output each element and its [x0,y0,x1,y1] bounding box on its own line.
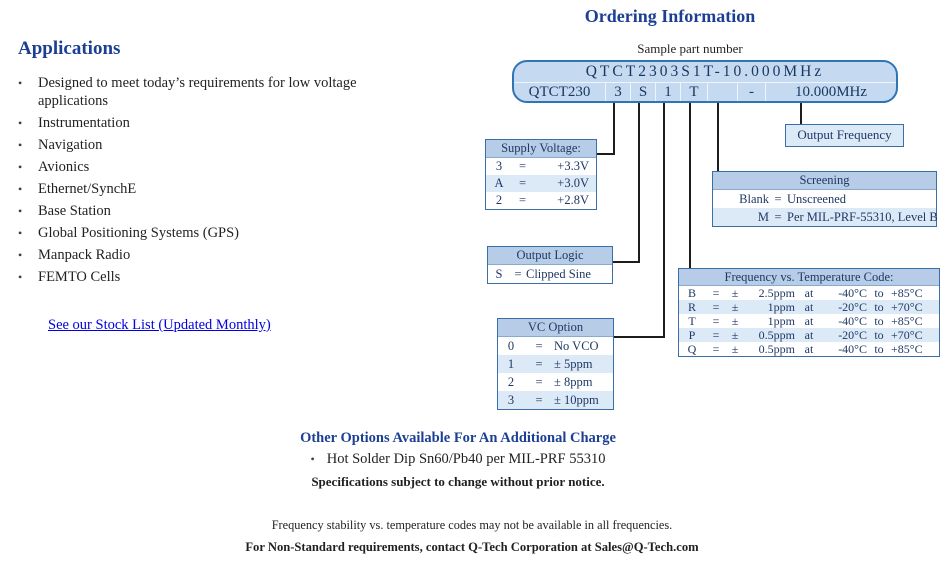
ppm-value: 0.5ppm [758,327,795,342]
equals-sign: = [712,299,720,314]
option-row [679,342,939,356]
option-row [488,265,612,283]
option-value: +3.3V [557,159,589,173]
connector-line [596,153,615,155]
ppm-value: 2.5ppm [758,285,795,300]
option-value: No VCO [554,338,599,353]
option-row [713,208,936,226]
specifications-note: Specifications subject to change without prior notice. [311,474,605,489]
list-item [18,246,418,264]
list-item-text: Base Station [38,203,111,219]
equals-sign: = [514,266,522,281]
footer-availability-note: Frequency stability vs. temperature codes may not be available in all frequencies. [271,518,673,532]
to-word: to [874,327,884,342]
connector-line [717,103,719,172]
bullet-icon: • [18,270,23,284]
option-code: Blank [739,191,769,206]
option-code: 3 [495,159,503,173]
equals-sign: = [518,176,527,190]
list-item [18,224,418,242]
option-code: 2 [507,374,515,389]
ordering-information-title: Ordering Information [584,6,756,26]
to-word: to [874,341,884,356]
option-row [486,192,596,209]
equals-sign: = [774,191,782,206]
plus-minus-sign: ± [731,313,739,328]
list-item [18,114,418,132]
temp-high: +70°C [891,299,923,314]
bullet-icon: • [18,204,23,218]
temp-low: -40°C [838,313,867,328]
list-item-text: FEMTO Cells [38,269,121,285]
temp-low: -20°C [838,327,867,342]
option-code: T [688,313,696,328]
option-code: 1 [507,356,515,371]
connector-line [663,103,665,338]
other-options-section [240,430,676,490]
list-item-text: Ethernet/SynchE [38,181,137,197]
supply-voltage-box [485,139,597,210]
plus-minus-sign: ± [731,299,739,314]
to-word: to [874,285,884,300]
temp-high: +85°C [891,285,923,300]
equals-sign: = [535,392,543,407]
option-row [498,373,613,391]
option-row [679,286,939,300]
connector-line [613,103,615,155]
list-item [18,180,418,198]
segment-output-logic: S [630,83,655,101]
to-word: to [874,299,884,314]
connector-line [638,103,640,263]
equals-sign: = [518,159,527,173]
option-row [486,175,596,192]
segment-freq-temp-code: T [680,83,707,101]
frequency-temperature-box [678,268,940,357]
list-item-text: Navigation [38,137,103,153]
supply-voltage-title: Supply Voltage: [486,140,596,158]
bullet-icon: • [18,160,23,174]
option-code: S [495,266,503,281]
screening-title: Screening [713,172,936,190]
option-row [498,337,613,355]
list-item-text: Avionics [38,159,90,175]
connector-line [689,103,691,268]
option-value: Clipped Sine [526,266,591,281]
at-word: at [804,341,814,356]
applications-list [18,74,448,286]
stock-list-link[interactable]: See our Stock List (Updated Monthly) [48,317,271,333]
list-item-text: Manpack Radio [38,247,131,263]
other-options-item-text: Hot Solder Dip Sn60/Pb40 per MIL-PRF 55310 [326,451,606,467]
option-row [679,328,939,342]
option-row [713,190,936,208]
part-number-segments [514,83,896,101]
connector-line [612,261,640,263]
option-value: +2.8V [557,193,589,207]
output-frequency-label: Output Frequency [785,124,904,147]
ppm-value: 1ppm [767,299,795,314]
plus-minus-sign: ± [731,327,739,342]
list-item-text: Designed to meet today’s requirements for low voltage applications [38,75,357,109]
list-item [18,202,418,220]
equals-sign: = [712,341,720,356]
option-value: Per MIL-PRF-55310, Level B [787,209,938,224]
bullet-icon: • [18,116,23,130]
temp-high: +85°C [891,313,923,328]
ppm-value: 1ppm [767,313,795,328]
temp-low: -40°C [838,341,867,356]
option-row [498,355,613,373]
equals-sign: = [712,313,720,328]
at-word: at [804,299,814,314]
bullet-icon: • [18,248,23,262]
output-logic-box [487,246,613,284]
sample-part-number-box [512,60,898,103]
option-code: 2 [495,193,503,207]
segment-screening-blank [707,83,737,101]
bullet-icon: • [310,452,315,466]
option-code: Q [687,341,697,356]
bullet-icon: • [18,226,23,240]
list-item [18,74,418,110]
connector-line [613,336,665,338]
temp-high: +85°C [891,341,923,356]
connector-line [800,103,802,124]
list-item [18,268,418,286]
sample-part-number-label: Sample part number [637,41,743,56]
list-item [18,158,418,176]
list-item [18,136,418,154]
option-code: B [687,285,696,300]
vc-option-title: VC Option [498,319,613,337]
plus-minus-sign: ± [731,285,739,300]
equals-sign: = [535,374,543,389]
bullet-icon: • [18,182,23,196]
option-row [679,300,939,314]
footer-contact-note: For Non-Standard requirements, contact Q-Tech Corporation at Sales@Q-Tech.com [245,540,699,554]
segment-base: QTCT230 [528,84,591,100]
option-row [498,391,613,409]
part-number-full: QTCT2303S1T-10.000MHz [514,62,896,83]
segment-output-frequency: 10.000MHz [765,83,896,101]
page-footer [192,518,752,555]
list-item-text: Instrumentation [38,115,130,131]
option-value: +3.0V [557,176,589,190]
option-row [679,314,939,328]
option-row [486,158,596,175]
temp-high: +70°C [891,327,923,342]
equals-sign: = [535,338,543,353]
vc-option-box [497,318,614,410]
ppm-value: 0.5ppm [758,341,795,356]
option-code: M [757,209,769,224]
segment-supply-voltage: 3 [605,83,630,101]
equals-sign: = [518,193,527,207]
bullet-icon: • [18,138,23,152]
option-value: Unscreened [787,191,846,206]
equals-sign: = [774,209,782,224]
bullet-icon: • [18,76,23,90]
plus-minus-sign: ± [731,341,739,356]
other-options-title: Other Options Available For An Additional Charge [300,430,616,446]
equals-sign: = [535,356,543,371]
to-word: to [874,313,884,328]
at-word: at [804,327,814,342]
option-code: A [494,176,504,190]
screening-box [712,171,937,227]
option-code: P [688,327,696,342]
temp-low: -40°C [838,285,867,300]
equals-sign: = [712,327,720,342]
list-item-text: Global Positioning Systems (GPS) [38,225,240,241]
option-code: R [687,299,696,314]
at-word: at [804,313,814,328]
applications-section [18,38,448,290]
option-value: ± 8ppm [554,374,593,389]
temp-low: -20°C [838,299,867,314]
equals-sign: = [712,285,720,300]
at-word: at [804,285,814,300]
output-logic-title: Output Logic [488,247,612,265]
applications-title: Applications [18,38,121,59]
option-value: ± 10ppm [554,392,599,407]
segment-dash: - [737,83,765,101]
option-value: ± 5ppm [554,356,593,371]
option-code: 0 [507,338,515,353]
frequency-temperature-title: Frequency vs. Temperature Code: [679,269,939,286]
segment-vc-option: 1 [655,83,680,101]
other-options-item [240,451,676,468]
option-code: 3 [507,392,515,407]
